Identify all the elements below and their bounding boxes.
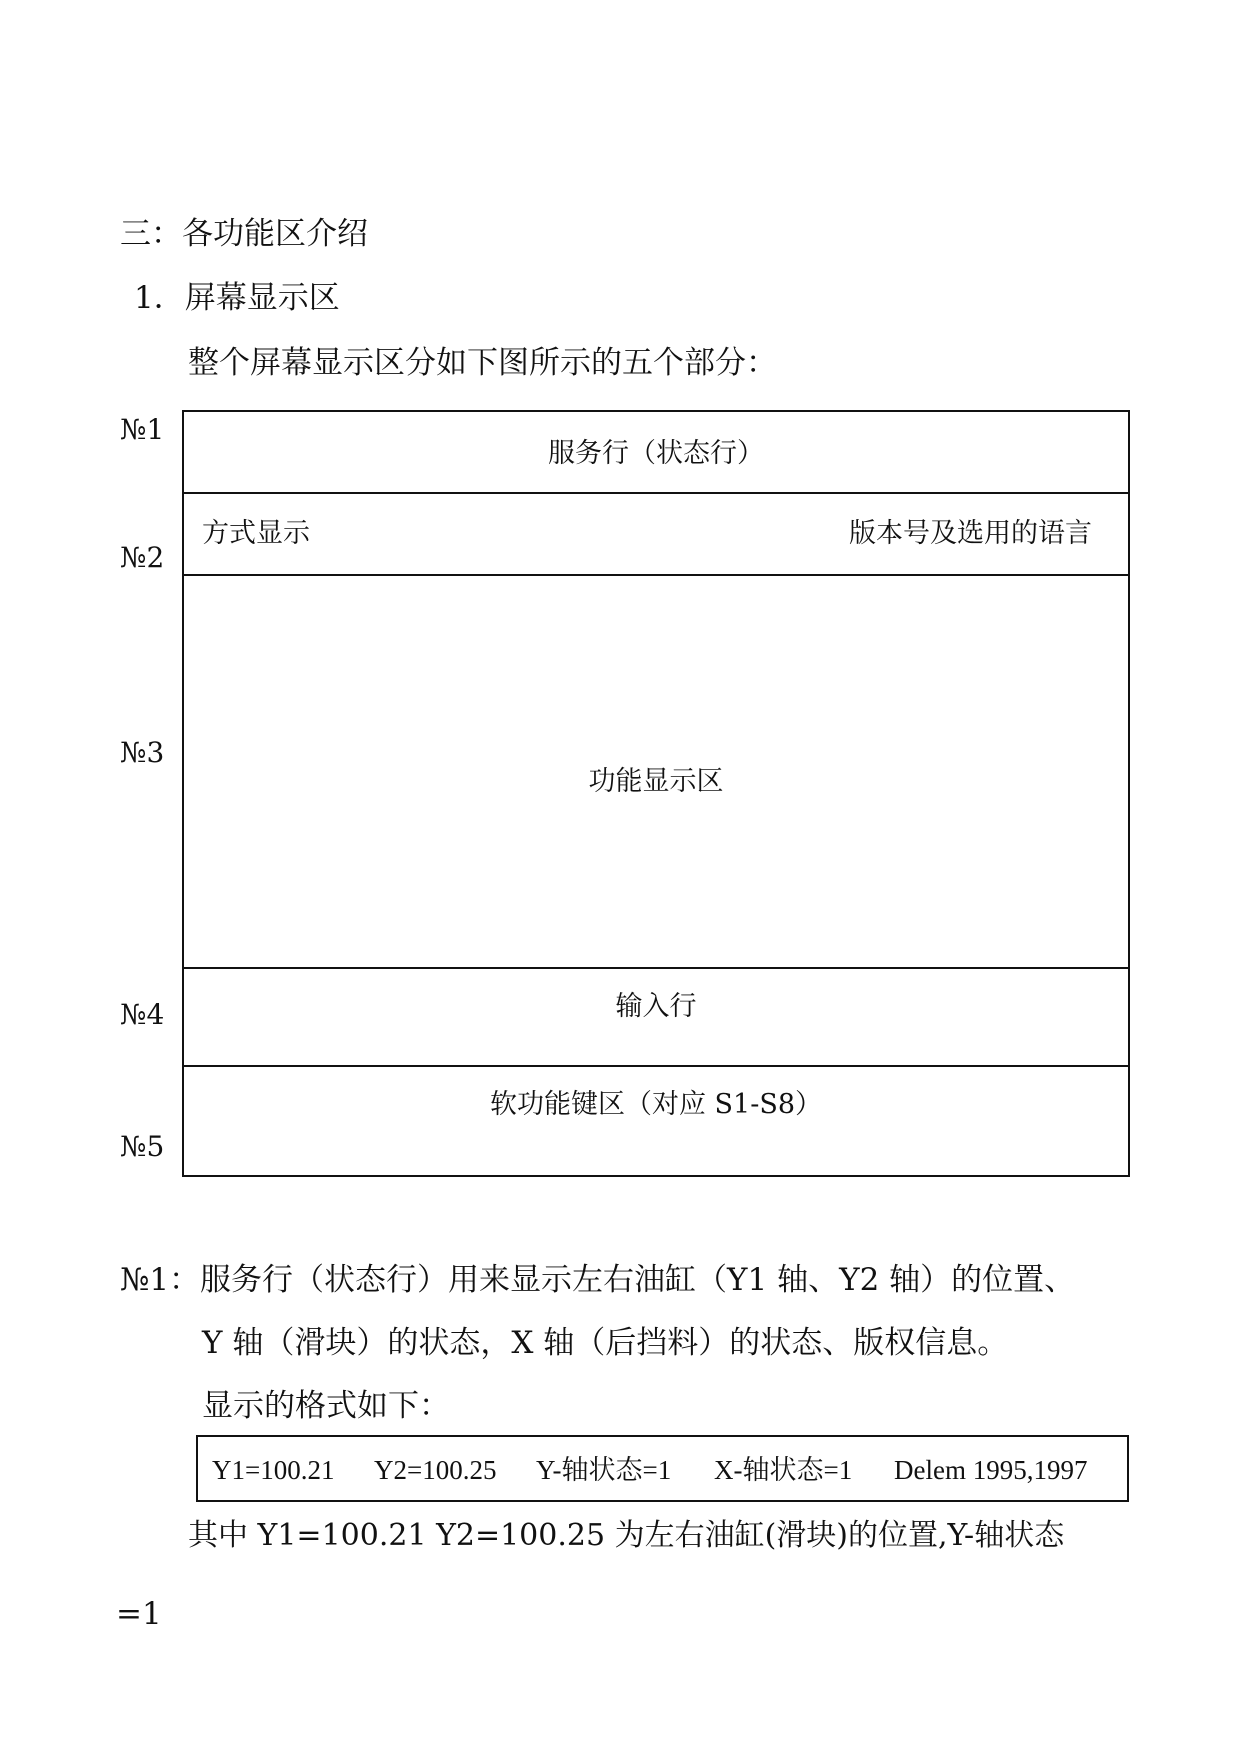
format-y2: Y2=100.25 xyxy=(374,1455,497,1485)
input-row-label: 输入行 xyxy=(615,991,697,1022)
description-line-3: 显示的格式如下： xyxy=(202,1388,450,1424)
service-row xyxy=(184,412,1128,494)
softkey-area-label: 软功能键区（对应 S1-S8） xyxy=(489,1089,823,1120)
screen-layout-diagram xyxy=(182,410,1130,1177)
intro-paragraph: 整个屏幕显示区分如下图所示的五个部分： xyxy=(188,345,777,381)
mode-row xyxy=(184,494,1128,576)
marker-3: №3 xyxy=(120,736,165,769)
version-language-label: 版本号及选用的语言 xyxy=(849,518,1092,549)
softkey-area xyxy=(184,1067,1128,1175)
marker-1: №1 xyxy=(120,413,165,446)
marker-2: №2 xyxy=(120,541,165,574)
status-format-box xyxy=(196,1435,1129,1502)
format-y1: Y1=100.21 xyxy=(212,1455,335,1485)
explanation-line-1: 其中 Y1=100.21 Y2=100.25 为左右油缸(滑块)的位置,Y-轴状态 xyxy=(188,1518,1065,1553)
description-line-2: Y 轴（滑块）的状态，X 轴（后挡料）的状态、版权信息。 xyxy=(202,1325,1009,1361)
marker-5: №5 xyxy=(120,1130,165,1163)
format-copyright: Delem 1995,1997 xyxy=(894,1455,1088,1485)
marker-4: №4 xyxy=(120,998,165,1031)
section-heading: 三：各功能区介绍 xyxy=(120,216,368,252)
subsection-heading: 1．屏幕显示区 xyxy=(134,280,340,316)
function-area-label: 功能显示区 xyxy=(588,766,724,797)
function-area xyxy=(184,576,1128,969)
service-row-label: 服务行（状态行） xyxy=(548,438,764,469)
mode-display-label: 方式显示 xyxy=(202,518,310,549)
explanation-line-2: =1 xyxy=(116,1596,162,1632)
format-x-state: X-轴状态=1 xyxy=(714,1455,853,1485)
format-y-state: Y-轴状态=1 xyxy=(536,1455,672,1485)
input-row xyxy=(184,969,1128,1067)
description-line-1: №1：服务行（状态行）用来显示左右油缸（Y1 轴、Y2 轴）的位置、 xyxy=(120,1262,1076,1298)
